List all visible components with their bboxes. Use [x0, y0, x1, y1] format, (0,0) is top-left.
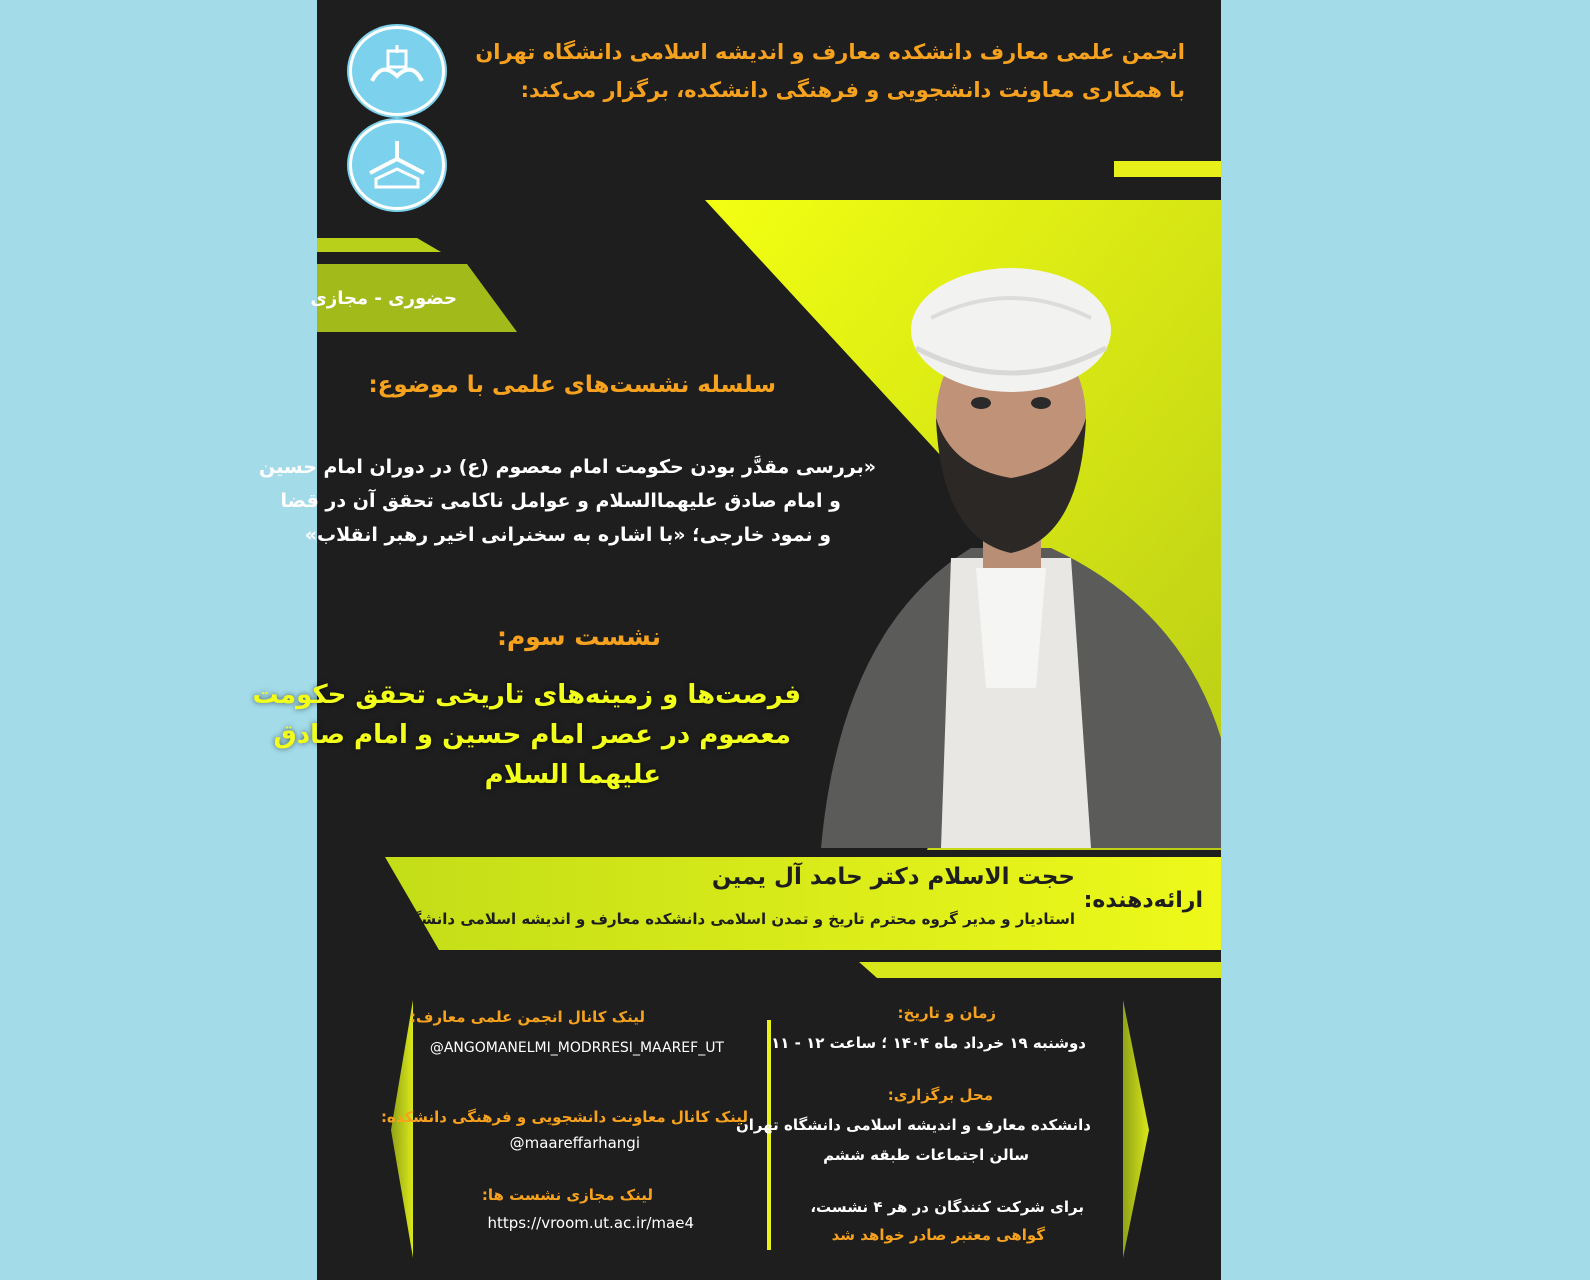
channel2-label: لینک کانال معاونت دانشجویی و فرهنگی دانشکده: — [380, 1108, 748, 1126]
series-topic-line-1: «بررسی مقدَّر بودن حکومت امام معصوم (ع) در دوران امام حسین — [259, 456, 876, 478]
certificate-line-2: گواهی معتبر صادر خواهد شد — [831, 1226, 1045, 1244]
channel1-label: لینک کانال انجمن علمی معارف: — [410, 1008, 645, 1026]
time-label: زمان و تاریخ: — [897, 1004, 996, 1022]
virtual-link-label: لینک مجازی نشست ها: — [481, 1186, 653, 1204]
organizer-line-1: انجمن علمی معارف دانشکده معارف و اندیشه اسلامی دانشگاه تهران — [475, 40, 1185, 64]
university-of-tehran-logo — [349, 26, 445, 116]
channel1-link[interactable]: @ANGOMANELMI_MODRRESI_MAAREF_UT — [429, 1040, 724, 1056]
time-value: دوشنبه ۱۹ خرداد ماه ۱۴۰۴ ؛ ساعت ۱۲ - ۱۱ — [771, 1034, 1086, 1052]
organizer-line-2: با همکاری معاونت دانشجویی و فرهنگی دانشکده، برگزار می‌کند: — [520, 78, 1185, 102]
session-heading: نشست سوم: — [496, 622, 661, 651]
venue-line-2: سالن اجتماعات طبقه ششم — [823, 1146, 1029, 1164]
session-title-line-2: معصوم در عصر امام حسین و امام صادق — [273, 720, 791, 750]
event-poster — [252, 0, 1221, 1280]
university-emblem-icon — [362, 41, 432, 101]
presenter-portrait — [801, 268, 1221, 848]
channel2-link[interactable]: @maareffarhangi — [509, 1134, 640, 1152]
presenter-name: حجت الاسلام دکتر حامد آل یمین — [711, 864, 1075, 890]
faculty-emblem-icon — [362, 135, 432, 195]
presenter-label: ارائه‌دهنده: — [1083, 888, 1203, 913]
series-topic-line-3: و نمود خارجی؛ «با اشاره به سخنرانی اخیر رهبر انقلاب» — [304, 524, 831, 546]
session-title-line-1: فرصت‌ها و زمینه‌های تاریخی تحقق حکومت — [252, 680, 801, 710]
session-title-line-3: علیهما السلام — [484, 760, 661, 790]
certificate-line-1: برای شرکت کنندگان در هر ۴ نشست، — [810, 1198, 1084, 1216]
faculty-logo — [349, 120, 445, 210]
venue-label: محل برگزاری: — [887, 1086, 993, 1104]
series-topic-line-2: و امام صادق علیهماالسلام و عوامل ناکامی تحقق آن در قضا — [280, 490, 841, 512]
virtual-link[interactable]: https://vroom.ut.ac.ir/mae4 — [487, 1214, 694, 1232]
series-heading: سلسله نشست‌های علمی با موضوع: — [368, 372, 776, 398]
attendance-mode-badge: حضوری - مجازی — [310, 288, 457, 309]
presenter-title: استادیار و مدیر گروه محترم تاریخ و تمدن اسلامی دانشکده معارف و اندیشه اسلامی دانشگاه تهران — [350, 910, 1075, 928]
venue-line-1: دانشکده معارف و اندیشه اسلامی دانشگاه تهران — [735, 1116, 1091, 1134]
